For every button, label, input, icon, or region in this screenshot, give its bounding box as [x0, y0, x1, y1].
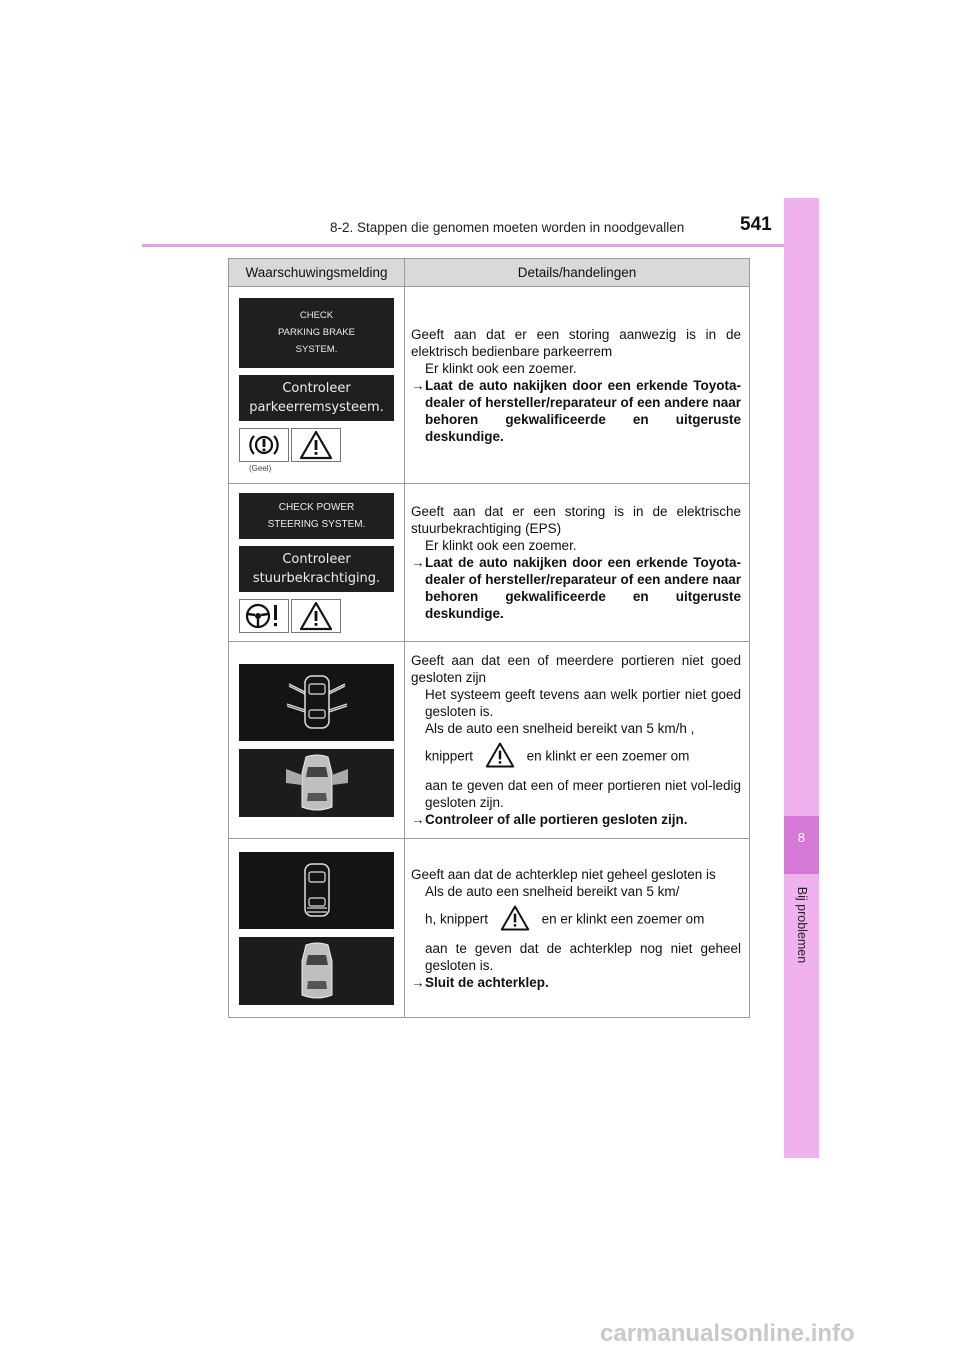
door-open-display: [239, 664, 394, 741]
arrow-icon: →: [411, 555, 425, 570]
action-item: [411, 811, 741, 828]
panel-line: SYSTEM.: [295, 344, 338, 355]
indicator-icons: [239, 428, 394, 462]
action-item: [411, 974, 741, 991]
warning-triangle-icon: [485, 741, 515, 773]
chapter-number: 8: [797, 830, 806, 845]
page-number: 541: [740, 214, 772, 235]
chapter-side-tab-highlight: [784, 816, 819, 874]
panel-line: stuurbekrachtiging.: [252, 570, 381, 586]
panel-line: Controleer: [282, 551, 351, 567]
car-doors-open-icon: [277, 670, 357, 734]
table-row: [229, 642, 750, 839]
note-text: knippert: [425, 748, 474, 764]
description: Geeft aan dat de achterklep niet geheel gesloten is: [411, 866, 716, 882]
panel-line: CHECK: [299, 310, 334, 321]
warning-details: [405, 642, 750, 839]
message-panel-dutch: [239, 375, 394, 421]
note: Er klinkt ook een zoemer.: [425, 538, 577, 553]
header-rule: [142, 244, 818, 247]
table-row: [229, 484, 750, 642]
note-text: en klinkt er een zoemer om: [526, 748, 690, 764]
warning-triangle-icon: [500, 904, 530, 936]
note-text: en er klinkt een zoemer om: [541, 911, 705, 927]
car-image-doors-open: [239, 749, 394, 817]
page-title: 8-2. Stappen die genomen moeten worden in noodgevallen: [330, 220, 685, 235]
table-row: [229, 287, 750, 484]
action-text: Controleer of alle portieren gesloten zijn.: [425, 812, 688, 827]
warning-images: [229, 287, 405, 484]
warning-images: [229, 839, 405, 1018]
table-row: [229, 839, 750, 1018]
warning-triangle-icon: [291, 599, 341, 633]
warning-details: [405, 839, 750, 1018]
description: Geeft aan dat er een storing aanwezig is in de elektrisch bedienbare parkeerrem: [411, 326, 741, 359]
chapter-label: Bij problemen: [795, 886, 809, 964]
action-item: [411, 377, 741, 445]
action-text: Sluit de achterklep.: [425, 974, 549, 990]
table-header-row: [229, 259, 750, 287]
chapter-side-tab[interactable]: [784, 198, 819, 1158]
description: Geeft aan dat een of meerdere portieren niet goed gesloten zijn: [411, 653, 741, 685]
warning-details: [405, 484, 750, 642]
note-with-icon: [411, 904, 741, 936]
warning-table: [228, 258, 750, 1018]
arrow-icon: →: [411, 812, 425, 827]
panel-line: PARKING BRAKE: [278, 327, 355, 338]
message-panel-english: [239, 493, 394, 539]
parking-brake-icon: [239, 428, 289, 462]
tailgate-open-display: [239, 852, 394, 929]
column-header-details: Details/handelingen: [405, 259, 750, 287]
indicator-icons: [239, 599, 394, 633]
note: Er klinkt ook een zoemer.: [425, 360, 577, 376]
note: aan te geven dat een of meer portieren niet vol-ledig gesloten zijn.: [425, 778, 741, 810]
note: Als de auto een snelheid bereikt van 5 km/h ,: [425, 721, 695, 736]
arrow-icon: →: [411, 974, 425, 990]
color-note: (Geel): [249, 463, 272, 473]
panel-line: STEERING SYSTEM.: [267, 518, 366, 530]
panel-line: Controleer: [282, 380, 351, 396]
car-image-tailgate-open: [239, 937, 394, 1005]
action-text: Laat de auto nakijken door een erkende Toyota-dealer of hersteller/reparateur of een andere naar behoren gekwalificeerde en uitgeruste deskundige.: [425, 377, 741, 444]
note-with-icon: [411, 741, 741, 773]
warning-images: [229, 484, 405, 642]
note: Het systeem geeft tevens aan welk portier niet goed gesloten is.: [425, 687, 741, 719]
warning-images: [229, 642, 405, 839]
panel-line: parkeerremsysteem.: [249, 399, 384, 415]
car-tailgate-open-image: [272, 941, 362, 1001]
note: Als de auto een snelheid bereikt van 5 km/: [425, 883, 680, 899]
site-watermark: carmanualsonline.info: [600, 1320, 855, 1347]
note: aan te geven dat de achterklep nog niet geheel gesloten is.: [425, 940, 741, 973]
note-text: h, knippert: [425, 911, 489, 927]
panel-line: CHECK POWER: [278, 501, 355, 513]
car-doors-open-image: [272, 753, 362, 813]
message-panel-english: [239, 298, 394, 368]
action-text: Laat de auto nakijken door een erkende Toyota-dealer of hersteller/reparateur of een andere naar behoren gekwalificeerde en uitgeruste deskundige.: [425, 555, 741, 621]
column-header-warning: Waarschuwingsmelding: [229, 259, 405, 287]
message-panel-dutch: [239, 546, 394, 592]
warning-details: [405, 287, 750, 484]
action-item: [411, 554, 741, 622]
description: Geeft aan dat er een storing is in de elektrische stuurbekrachtiging (EPS): [411, 504, 741, 536]
warning-triangle-icon: [291, 428, 341, 462]
power-steering-icon: [239, 599, 289, 633]
car-tailgate-open-icon: [277, 858, 357, 922]
arrow-icon: →: [411, 377, 425, 393]
